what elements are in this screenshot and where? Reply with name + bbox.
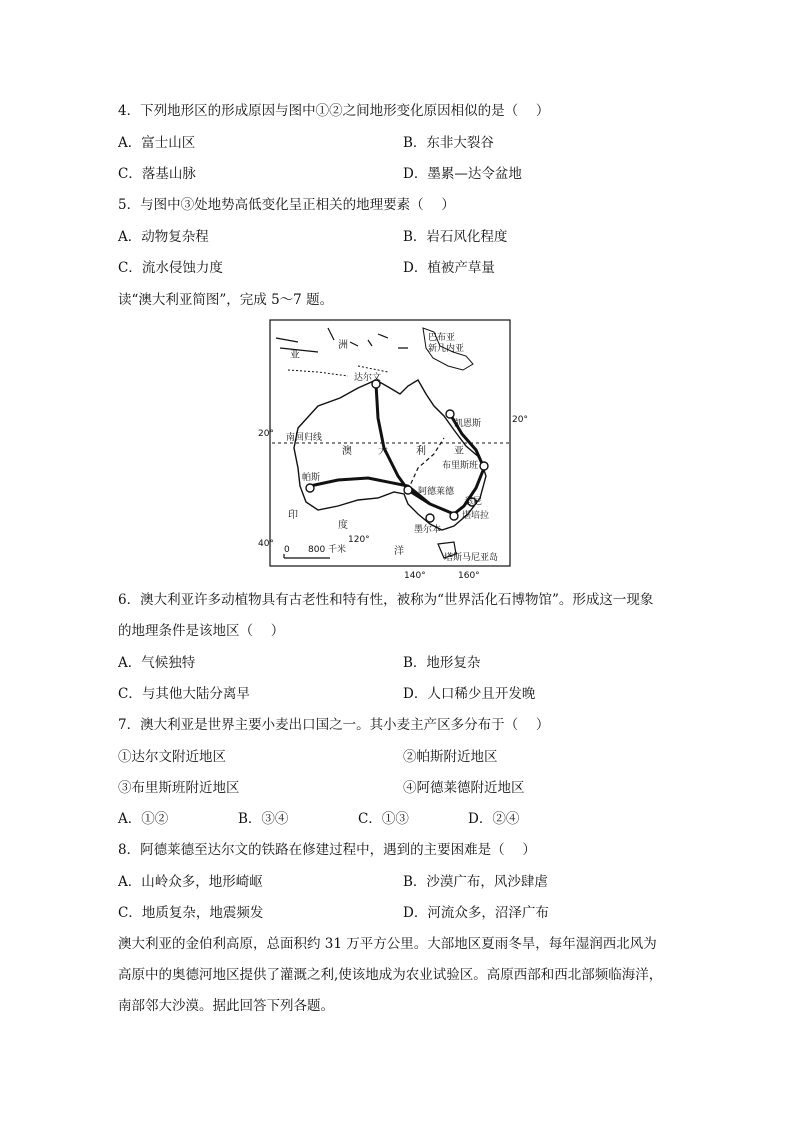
label-lon160: 160° bbox=[458, 571, 480, 580]
label-scale-800: 800 千米 bbox=[308, 545, 347, 555]
label-lat40: 40° bbox=[258, 539, 274, 549]
question-7-item-2: ②帕斯附近地区 bbox=[403, 749, 498, 765]
label-scale-0: 0 bbox=[284, 545, 290, 555]
passage-line-1: 澳大利亚的金伯利高原，总面积约 31 万平方公里。大部地区夏雨冬旱，每年湿润西北风为 bbox=[118, 936, 657, 952]
label-canberra: 堪培拉 bbox=[462, 511, 490, 521]
cairns-marker bbox=[446, 410, 454, 418]
map-frame bbox=[270, 320, 510, 566]
question-4-option-c: C．落基山脉 bbox=[118, 166, 196, 182]
question-6-option-b: B．地形复杂 bbox=[403, 655, 481, 671]
label-au-1: 澳 bbox=[342, 446, 352, 457]
question-6-stem-line-1: 6．澳大利亚许多动植物具有古老性和特有性，被称为“世界活化石博物馆”。形成这一现象 bbox=[118, 592, 654, 608]
question-8-option-b: B．沙漠广布，风沙肆虐 bbox=[403, 874, 548, 890]
label-melbourne: 墨尔本 bbox=[414, 525, 442, 535]
question-6-option-a: A．气候独特 bbox=[118, 655, 196, 671]
label-indian-2: 度 bbox=[338, 520, 348, 531]
melbourne-marker bbox=[426, 514, 434, 522]
question-4-stem: 4．下列地形区的形成原因与图中①②之间地形变化原因相似的是（ ） bbox=[118, 103, 550, 119]
adelaide-marker bbox=[404, 486, 412, 494]
question-5-option-a: A．动物复杂程 bbox=[118, 229, 209, 245]
label-darwin: 达尔文 bbox=[354, 373, 382, 383]
label-lon140: 140° bbox=[404, 571, 426, 580]
brisbane-marker bbox=[480, 462, 488, 470]
map-intro: 读“澳大利亚简图”，完成 5～7 题。 bbox=[118, 292, 334, 308]
australia-map bbox=[258, 318, 528, 580]
question-5-option-c: C．流水侵蚀力度 bbox=[118, 260, 223, 276]
label-indian-3: 洋 bbox=[394, 546, 404, 557]
label-cairns: 凯恩斯 bbox=[454, 419, 482, 429]
question-5-stem: 5．与图中③处地势高低变化呈正相关的地理要素（ ） bbox=[118, 197, 455, 213]
label-asia-1: 亚 bbox=[290, 350, 300, 361]
label-au-2: 大 bbox=[378, 446, 388, 457]
question-4-option-d: D．墨累—达令盆地 bbox=[403, 166, 522, 182]
question-7-item-3: ③布里斯班附近地区 bbox=[118, 780, 240, 796]
label-sydney: 悉尼 bbox=[464, 497, 483, 507]
question-8-stem: 8．阿德莱德至达尔文的铁路在修建过程中，遇到的主要困难是（ ） bbox=[118, 842, 536, 858]
label-au-3: 利 bbox=[416, 446, 426, 457]
question-7-option-a: A．①② bbox=[118, 811, 169, 827]
question-6-stem-line-2: 的地理条件是该地区（ ） bbox=[118, 623, 285, 639]
question-8-option-c: C．地质复杂，地震频发 bbox=[118, 905, 264, 921]
label-lon120: 120° bbox=[348, 535, 370, 545]
question-8-option-d: D．河流众多，沼泽广布 bbox=[403, 905, 549, 921]
passage-line-3: 南部邻大沙漠。据此回答下列各题。 bbox=[118, 998, 334, 1014]
question-5-option-d: D．植被产草量 bbox=[403, 260, 495, 276]
question-8-option-a: A．山岭众多，地形崎岖 bbox=[118, 874, 263, 890]
label-tasmania: 塔斯马尼亚岛 bbox=[444, 553, 499, 563]
label-tropic: 南回归线 bbox=[286, 433, 323, 443]
question-7-item-4: ④阿德莱德附近地区 bbox=[403, 780, 525, 796]
label-perth: 帕斯 bbox=[302, 473, 321, 483]
question-4-option-a: A．富士山区 bbox=[118, 135, 196, 151]
label-au-4: 亚 bbox=[454, 446, 464, 457]
label-brisbane: 布里斯班 bbox=[442, 461, 479, 471]
passage-line-2: 高原中的奥德河地区提供了灌溉之利,使该地成为农业试验区。高原西部和西北部频临海洋， bbox=[118, 967, 663, 983]
canberra-marker bbox=[450, 512, 458, 520]
label-png-1: 巴布亚 bbox=[428, 333, 456, 343]
label-adelaide: 阿德莱德 bbox=[418, 487, 455, 497]
label-png-2: 新几内亚 bbox=[428, 344, 465, 354]
perth-marker bbox=[306, 484, 314, 492]
question-7-stem: 7．澳大利亚是世界主要小麦出口国之一。其小麦主产区多分布于（ ） bbox=[118, 717, 550, 733]
question-7-option-d: D．②④ bbox=[468, 811, 520, 827]
question-7-option-b: B．③④ bbox=[238, 811, 289, 827]
question-6-option-c: C．与其他大陆分离早 bbox=[118, 686, 250, 702]
label-asia-2: 洲 bbox=[338, 340, 348, 351]
question-5-option-b: B．岩石风化程度 bbox=[403, 229, 508, 245]
question-4-option-b: B．东非大裂谷 bbox=[403, 135, 494, 151]
label-indian-1: 印 bbox=[288, 510, 298, 521]
label-lat20-east: 20° bbox=[512, 415, 528, 425]
question-7-item-1: ①达尔文附近地区 bbox=[118, 749, 226, 765]
question-6-option-d: D．人口稀少且开发晚 bbox=[403, 686, 536, 702]
question-7-option-c: C．①③ bbox=[358, 811, 409, 827]
label-lat20-west: 20° bbox=[258, 429, 274, 439]
